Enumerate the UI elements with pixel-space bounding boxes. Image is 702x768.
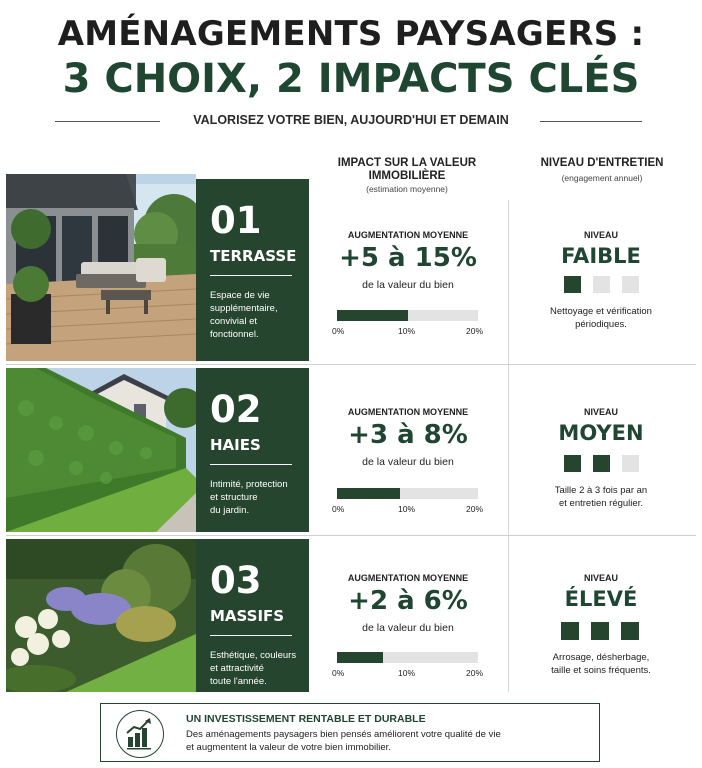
- terrasse-number: 01: [210, 199, 262, 242]
- massifs-scale-mid: 10%: [398, 668, 416, 678]
- impact-column-note: (estimation moyenne): [366, 184, 448, 194]
- level-square-filled: [593, 455, 610, 472]
- terrasse-level-indicator: [564, 276, 639, 293]
- terrasse-scale-mid: 10%: [398, 326, 416, 336]
- terrasse-value-range: +5 à 15%: [339, 243, 477, 273]
- level-square-filled: [564, 276, 581, 293]
- terrasse-impact-bar-fill: [337, 310, 408, 321]
- terrasse-scale-min: 0%: [332, 326, 345, 336]
- massifs-maintenance: Arrosage, désherbage, taille et soins fréquents.: [551, 652, 651, 676]
- level-square-filled: [561, 622, 579, 640]
- terrasse-photo: [6, 174, 196, 361]
- terrasse-maintenance: Nettoyage et vérification périodiques.: [550, 306, 652, 330]
- terrasse-description: Espace de vie supplémentaire, convivial et fonctionnel.: [210, 290, 278, 340]
- haies-rule: [210, 464, 292, 465]
- footer-title: UN INVESTISSEMENT RENTABLE ET DURABLE: [186, 713, 426, 725]
- footer-text: Des aménagements paysagers bien pensés améliorent votre qualité de vie et augmentent la valeur de votre bien immobilier.: [186, 729, 501, 753]
- impact-column-title: IMPACT SUR LA VALEUR IMMOBILIÈRE: [337, 157, 477, 182]
- massifs-niveau-label: NIVEAU: [583, 573, 618, 583]
- massifs-value-range: +2 à 6%: [348, 586, 468, 616]
- massifs-scale-min: 0%: [332, 668, 345, 678]
- haies-niveau-label: NIVEAU: [583, 407, 618, 417]
- massifs-impact-bar-fill: [337, 652, 383, 663]
- entretien-column-title: NIVEAU D'ENTRETIEN: [540, 157, 664, 169]
- haies-description: Intimité, protection et structure du jardin.: [210, 479, 288, 516]
- level-square-filled: [621, 622, 639, 640]
- haies-aug-label: AUGMENTATION MOYENNE: [347, 407, 469, 417]
- haies-name: HAIES: [210, 436, 261, 454]
- level-square-empty: [593, 276, 610, 293]
- haies-scale-min: 0%: [332, 504, 345, 514]
- haies-panel: [196, 368, 309, 532]
- haies-number: 02: [210, 388, 262, 431]
- haies-level-indicator: [564, 455, 639, 472]
- level-square-empty: [622, 455, 639, 472]
- row-divider-1: [6, 364, 696, 365]
- massifs-scale-max: 20%: [466, 668, 484, 678]
- massifs-photo: [6, 539, 196, 692]
- haies-value-range: +3 à 8%: [348, 420, 468, 450]
- terrasse-name: TERRASSE: [210, 247, 297, 265]
- haies-impact-bar-fill: [337, 488, 400, 499]
- massifs-value-suffix: de la valeur du bien: [362, 622, 454, 634]
- massifs-description: Esthétique, couleurs et attractivité toute l'année.: [210, 650, 297, 687]
- massifs-level: ÉLEVÉ: [564, 587, 638, 611]
- massifs-level-indicator: [561, 622, 639, 640]
- terrasse-level: FAIBLE: [561, 244, 641, 268]
- terrasse-panel: [196, 179, 309, 361]
- column-divider: [508, 200, 509, 692]
- terrasse-value-suffix: de la valeur du bien: [362, 279, 454, 291]
- level-square-filled: [564, 455, 581, 472]
- row-divider-2: [6, 535, 696, 536]
- massifs-impact-bar: [337, 652, 478, 663]
- massifs-rule: [210, 635, 292, 636]
- terrasse-rule: [210, 275, 292, 276]
- haies-value-suffix: de la valeur du bien: [362, 456, 454, 468]
- level-square-empty: [622, 276, 639, 293]
- page-title-line1: AMÉNAGEMENTS PAYSAGERS :: [57, 14, 645, 54]
- terrasse-impact-bar: [337, 310, 478, 321]
- terrasse-scale-max: 20%: [466, 326, 484, 336]
- terrasse-aug-label: AUGMENTATION MOYENNE: [347, 230, 469, 240]
- massifs-number: 03: [210, 559, 262, 602]
- terrasse-niveau-label: NIVEAU: [583, 230, 618, 240]
- haies-scale-max: 20%: [466, 504, 484, 514]
- haies-photo: [6, 368, 196, 532]
- page-subtitle: VALORISEZ VOTRE BIEN, AUJOURD'HUI ET DEMAIN: [193, 113, 509, 127]
- massifs-aug-label: AUGMENTATION MOYENNE: [347, 573, 469, 583]
- growth-chart-icon: [116, 710, 164, 758]
- massifs-panel: [196, 539, 309, 692]
- haies-impact-bar: [337, 488, 478, 499]
- level-square-filled: [591, 622, 609, 640]
- page-title-line2: 3 CHOIX, 2 IMPACTS CLÉS: [62, 56, 640, 102]
- haies-maintenance: Taille 2 à 3 fois par an et entretien régulier.: [554, 485, 648, 509]
- haies-level: MOYEN: [558, 421, 644, 445]
- entretien-column-note: (engagement annuel): [561, 173, 643, 183]
- haies-scale-mid: 10%: [398, 504, 416, 514]
- massifs-name: MASSIFS: [210, 607, 285, 625]
